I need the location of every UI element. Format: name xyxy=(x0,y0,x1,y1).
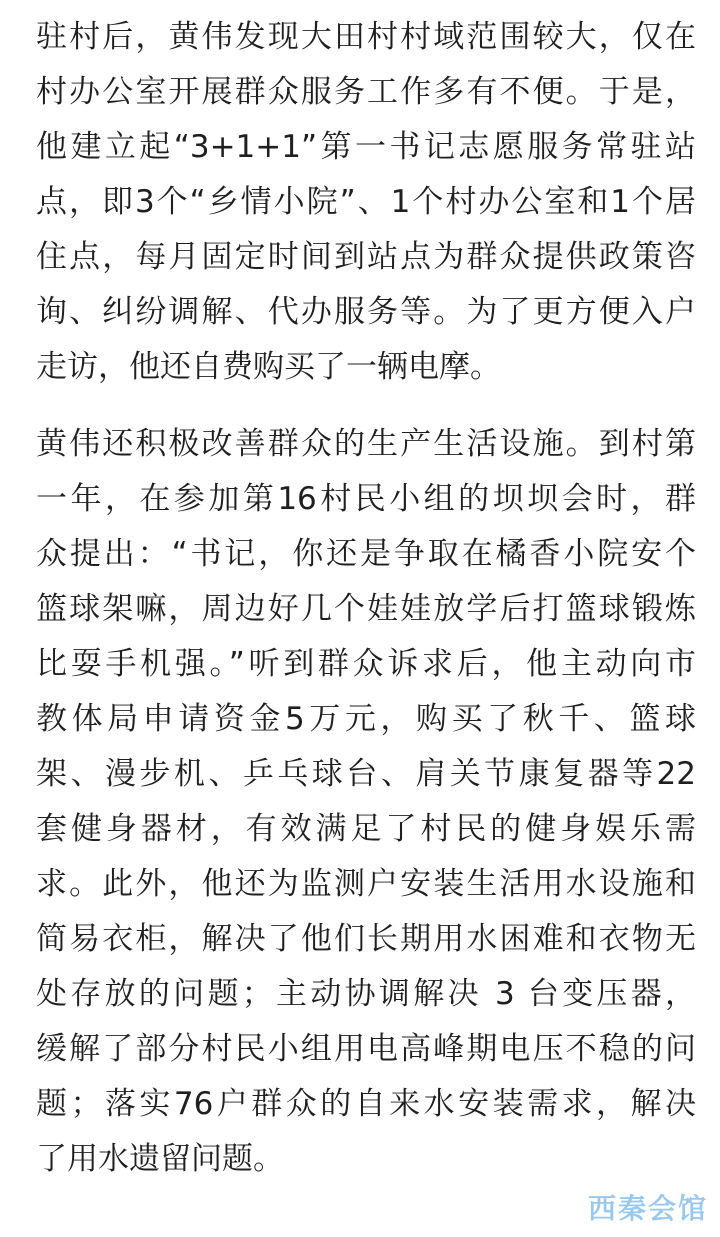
text-line: 求。此外，他还为监测户安装生活用水设施和 xyxy=(36,866,696,902)
watermark-logo: 西秦会馆 xyxy=(587,1192,708,1225)
text-line: 比耍手机强。”听到群众诉求后，他主动向市 xyxy=(36,646,696,682)
text-line: 套健身器材，有效满足了村民的健身娱乐需 xyxy=(36,811,696,847)
text-line: 黄伟还积极改善群众的生产生活设施。到村第 xyxy=(36,426,696,462)
text-line: 他建立起“3+1+1”第一书记志愿服务常驻站 xyxy=(36,129,696,165)
text-line: 村办公室开展群众服务工作多有不便。于是， xyxy=(36,74,696,110)
text-line: 众提出：“书记，你还是争取在橘香小院安个 xyxy=(36,536,696,572)
text-line: 走访，他还自费购买了一辆电摩。 xyxy=(36,349,501,385)
article-body xyxy=(36,10,696,1187)
text-line: 了用水遗留问题。 xyxy=(36,1141,284,1177)
text-line: 点，即3个“乡情小院”、1个村办公室和1个居 xyxy=(36,184,696,220)
paragraph-facilities xyxy=(36,417,696,1187)
text-line: 询、纠纷调解、代办服务等。为了更方便入户 xyxy=(36,294,696,330)
paragraph-stationing xyxy=(36,10,696,395)
text-line: 题；落实76户群众的自来水安装需求，解决 xyxy=(36,1086,696,1122)
text-line: 教体局申请资金5万元，购买了秋千、篮球 xyxy=(36,701,696,737)
text-line: 一年，在参加第16村民小组的坝坝会时，群 xyxy=(36,481,696,517)
text-line: 处存放的问题；主动协调解决 3 台变压器， xyxy=(36,976,696,1012)
text-line: 简易衣柜，解决了他们长期用水困难和衣物无 xyxy=(36,921,696,957)
text-line: 驻村后，黄伟发现大田村村域范围较大，仅在 xyxy=(36,19,696,55)
text-line: 缓解了部分村民小组用电高峰期电压不稳的问 xyxy=(36,1031,696,1067)
text-line: 住点，每月固定时间到站点为群众提供政策咨 xyxy=(36,239,696,275)
text-line: 架、漫步机、乒乓球台、肩关节康复器等22 xyxy=(36,756,696,792)
text-line: 篮球架嘛，周边好几个娃娃放学后打篮球锻炼 xyxy=(36,591,696,627)
